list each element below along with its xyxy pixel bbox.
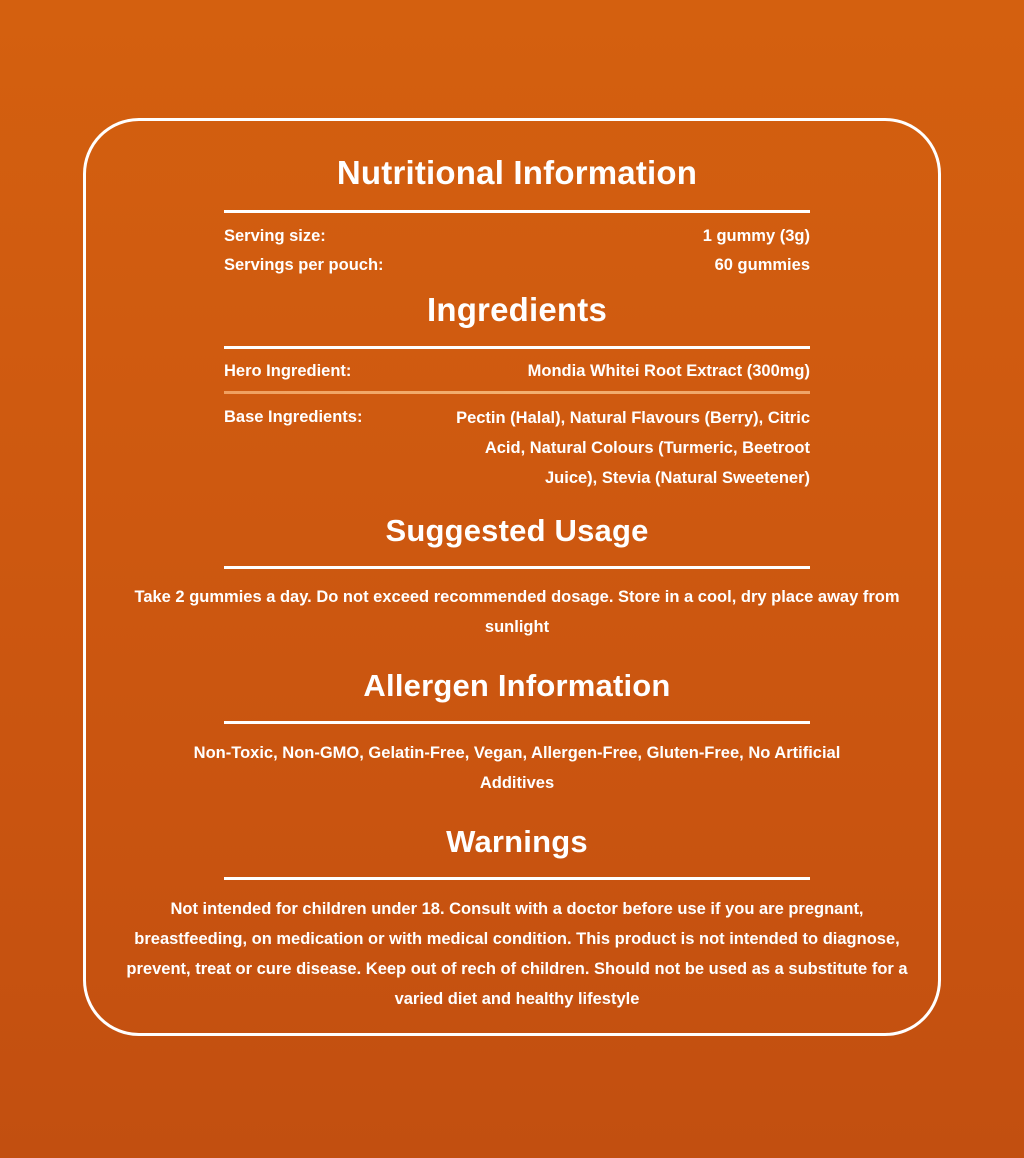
warnings-text: Not intended for children under 18. Consult with a doctor before use if you are pregnant, breastfeeding, on medication or with medical condition. This product is not intended to diagnose, prevent, treat or cure disease. Keep out of rech of children. Should not be used as a substitute for a varied diet and healthy lifestyle — [126, 900, 908, 1008]
ingredients-heading: Ingredients — [426, 291, 608, 328]
hero-ingredient-value: Mondia Whitei Root Extract (300mg) — [527, 362, 810, 380]
suggested-usage-heading: Suggested Usage — [385, 513, 649, 548]
allergen-information-text: Non-Toxic, Non-GMO, Gelatin-Free, Vegan, Allergen-Free, Gluten-Free, No Artificial Additives — [193, 744, 841, 792]
hero-ingredient-accent-divider — [224, 391, 810, 394]
suggested-usage-text: Take 2 gummies a day. Do not exceed recommended dosage. Store in a cool, dry place away from sunlight — [134, 588, 900, 636]
serving-size-label: Serving size: — [224, 227, 326, 245]
hero-ingredient-label: Hero Ingredient: — [224, 362, 352, 380]
servings-per-pouch-value: 60 gummies — [714, 256, 810, 274]
label-content — [126, 121, 908, 1014]
nutritional-information-divider — [224, 210, 810, 213]
warnings-heading: Warnings — [446, 824, 588, 859]
base-ingredients-value: Pectin (Halal), Natural Flavours (Berry), Citric Acid, Natural Colours (Turmeric, Beetroot Juice), Stevia (Natural Sweetener) — [456, 409, 810, 487]
table-row — [224, 403, 810, 493]
table-row — [224, 357, 810, 386]
base-ingredients-label: Base Ingredients: — [224, 408, 363, 426]
servings-per-pouch-label: Servings per pouch: — [224, 256, 384, 274]
allergen-information-heading: Allergen Information — [363, 668, 671, 703]
allergen-information-divider — [224, 721, 810, 724]
nutritional-information-heading: Nutritional Information — [336, 154, 698, 191]
nutrition-facts-table — [224, 222, 810, 280]
warnings-divider — [224, 877, 810, 880]
table-row — [224, 251, 810, 280]
ingredients-divider — [224, 346, 810, 349]
serving-size-value: 1 gummy (3g) — [702, 227, 810, 245]
suggested-usage-divider — [224, 566, 810, 569]
product-label-card — [83, 118, 941, 1036]
table-row — [224, 222, 810, 251]
